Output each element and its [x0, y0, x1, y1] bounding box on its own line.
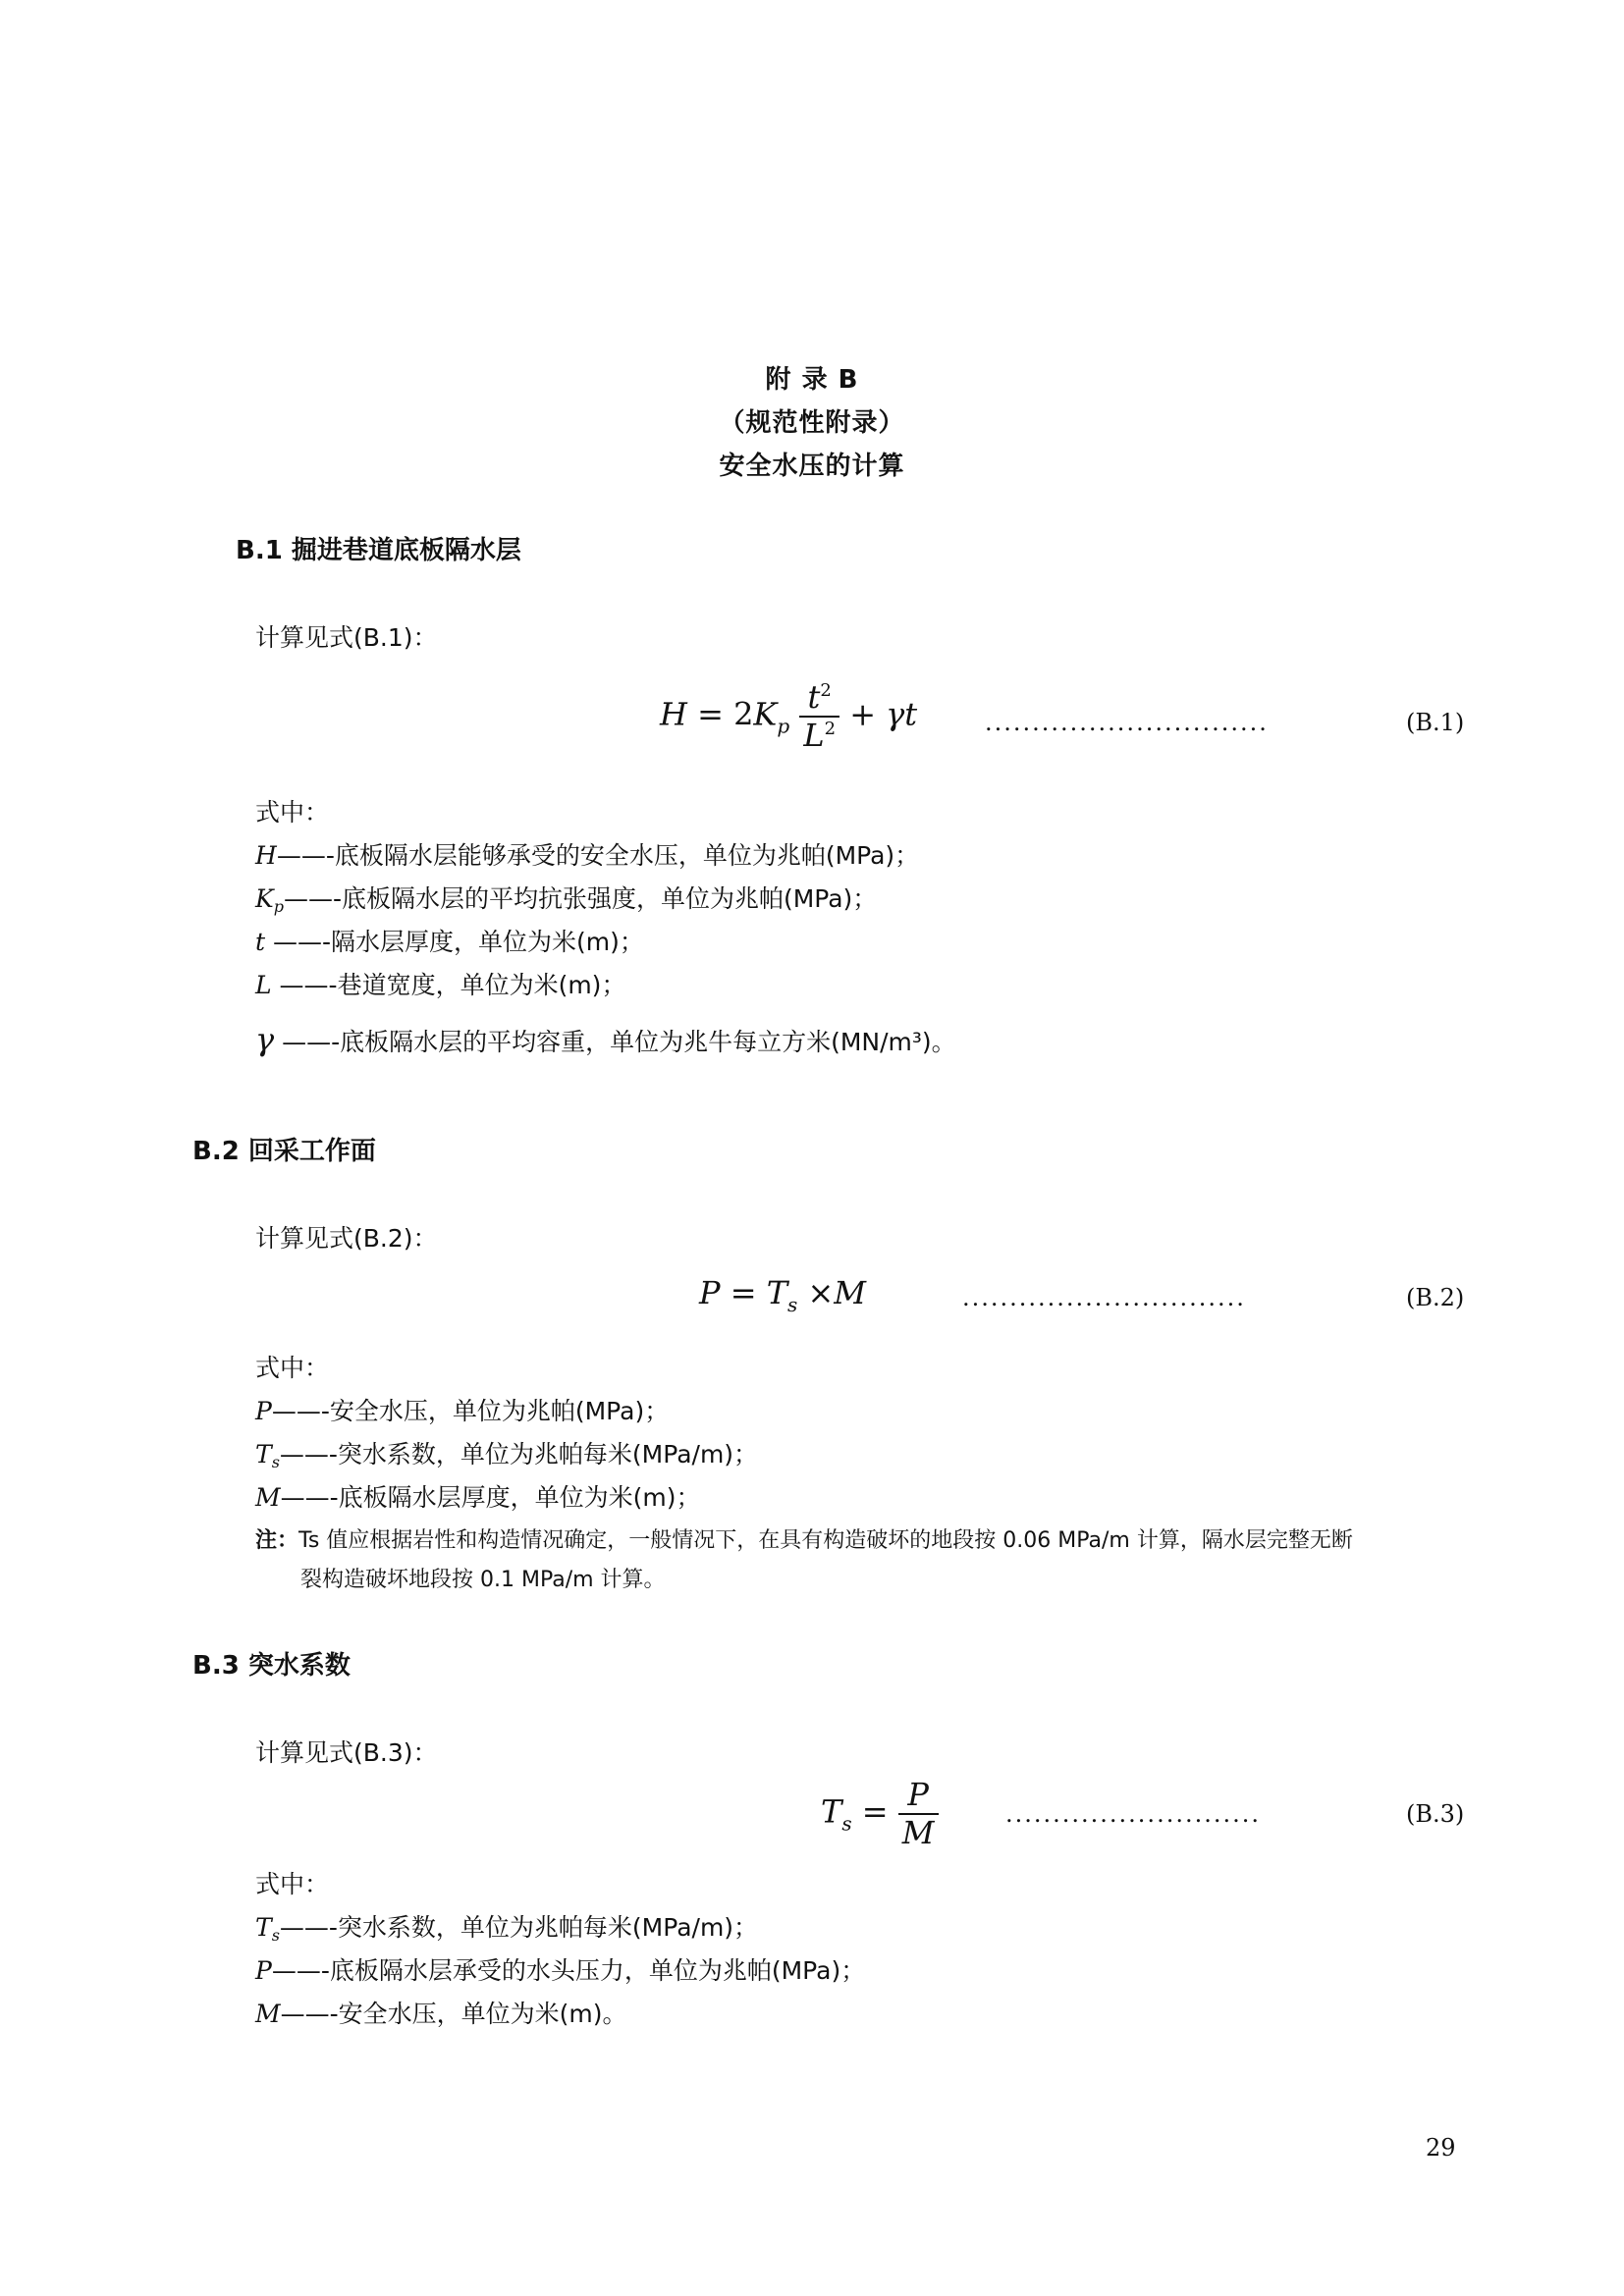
section-b3-heading: B.3 突水系数	[192, 1651, 351, 1681]
def-b3-P: P——-底板隔水层承受的水头压力，单位为兆帕(MPa)；	[255, 1956, 866, 1985]
def-b2-P: P——-安全水压，单位为兆帕(MPa)；	[255, 1397, 670, 1425]
def-b1-gamma: γ ——-底板隔水层的平均容重，单位为兆牛每立方米(MN/m³)。	[255, 1021, 956, 1058]
def-b1-Kp: $K_p——-$底板隔水层的平均抗张强度，单位为兆帕(MPa)；	[255, 884, 878, 916]
note-b2	[255, 1523, 1353, 1554]
page-number: 29	[1426, 2134, 1456, 2162]
def-b1-L: L ——-巷道宽度，单位为米(m)；	[255, 971, 626, 999]
section-b2-where: 式中：	[255, 1354, 330, 1382]
equation-b2-number: (B.2)	[1406, 1284, 1465, 1311]
section-b1-where: 式中：	[255, 798, 330, 827]
equation-b2-leader-dots: ..............................	[962, 1284, 1246, 1311]
note-b2-line-2: 裂构造破坏地段按 0.1 MPa/m 计算。	[300, 1568, 666, 1592]
note-label: 注：	[255, 1528, 299, 1553]
appendix-title: 安全水压的计算	[719, 452, 905, 481]
section-b2-intro: 计算见式(B.2)：	[255, 1224, 438, 1253]
equation-b1: $H = 2K_p$ $\frac{t^2}{L^2}$ + γt	[660, 678, 918, 754]
appendix-label: 附 录 B	[765, 365, 859, 395]
def-b2-M: M——-底板隔水层厚度，单位为米(m)；	[255, 1483, 701, 1512]
def-b3-Ts: $T_s——-$突水系数，单位为兆帕每米(MPa/m)；	[255, 1913, 759, 1945]
section-b3-intro: 计算见式(B.3)：	[255, 1738, 438, 1767]
equation-b3-leader-dots: ...........................	[1005, 1800, 1261, 1828]
def-b2-Ts: $T_s——-$突水系数，单位为兆帕每米(MPa/m)；	[255, 1440, 759, 1471]
section-b1-heading: B.1 掘进巷道底板隔水层	[236, 536, 521, 565]
def-b3-M: M——-安全水压，单位为米(m)。	[255, 2000, 627, 2028]
equation-b2: $P = T_s \times M$	[699, 1274, 867, 1316]
def-b1-t: t ——-隔水层厚度，单位为米(m)；	[255, 928, 644, 956]
section-b3-where: 式中：	[255, 1870, 330, 1898]
appendix-type: （规范性附录）	[719, 408, 905, 438]
note-line-1: Ts 值应根据岩性和构造情况确定，一般情况下，在具有构造破坏的地段按 0.06 MPa/m 计算，隔水层完整无断	[298, 1528, 1353, 1553]
section-b1-intro: 计算见式(B.1)：	[255, 623, 438, 652]
equation-b3-number: (B.3)	[1406, 1800, 1465, 1828]
equation-b1-leader-dots: ..............................	[985, 709, 1269, 736]
equation-b1-number: (B.1)	[1406, 709, 1465, 736]
def-b1-H: H——-底板隔水层能够承受的安全水压，单位为兆帕(MPa)；	[255, 841, 920, 870]
equation-b3: $T_s$ = $\frac{P}{M}$	[821, 1777, 939, 1851]
section-b2-heading: B.2 回采工作面	[192, 1137, 376, 1166]
